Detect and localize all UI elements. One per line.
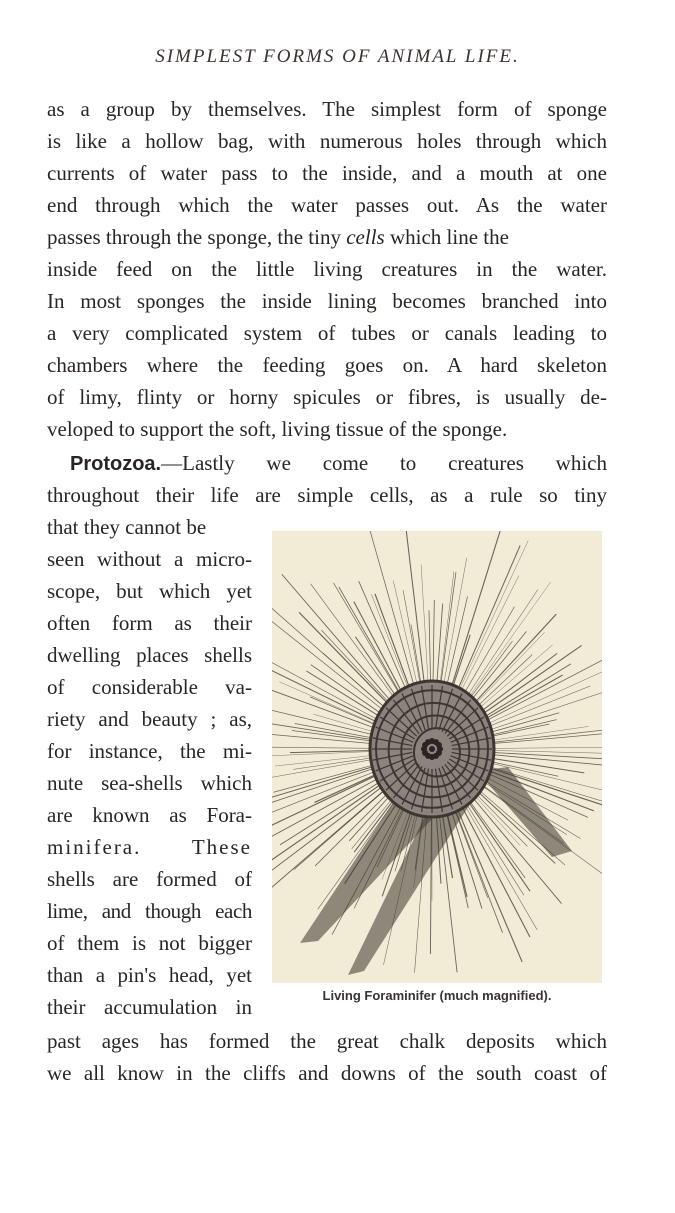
text-run: which line the: [384, 225, 509, 249]
figure-caption: Living Foraminifer (much magnified).: [322, 988, 552, 1003]
text-line: minifera. These: [47, 835, 252, 859]
text-line: we all know in the cliffs and downs of the south coast of: [47, 1061, 607, 1085]
text-line: veloped to support the soft, living tissue of the sponge.: [47, 417, 508, 441]
text-line: throughout their life are simple cells, as a rule so tiny: [47, 483, 607, 507]
foraminifer-drawing: [272, 531, 602, 983]
text-line: In most sponges the inside lining becomes branched into: [47, 289, 607, 313]
text-line: past ages has formed the great chalk deposits which: [47, 1029, 607, 1053]
text-run: —Lastly we come to creatures which: [161, 451, 607, 475]
running-head: SIMPLEST FORMS OF ANIMAL LIFE.: [155, 46, 520, 67]
text-line: that they cannot be: [47, 515, 207, 539]
text-line: are known as Fora-: [47, 803, 252, 827]
text-line: dwelling places shells: [47, 643, 252, 667]
text-line: seen without a micro-: [47, 547, 252, 571]
text-line: [47, 221, 607, 253]
text-line: nute sea-shells which: [47, 771, 252, 795]
text-line: of limy, flinty or horny spicules or fibres, is usually de-: [47, 385, 607, 409]
text-line: of them is not bigger: [47, 931, 252, 955]
text-line: for instance, the mi-: [47, 739, 252, 763]
text-line: scope, but which yet: [47, 579, 252, 603]
text-line: inside feed on the little living creatures in the water.: [47, 257, 607, 281]
text-line: often form as their: [47, 611, 252, 635]
text-line: than a pin's head, yet: [47, 963, 252, 987]
text-line: end through which the water passes out. As the water: [47, 193, 607, 217]
text-line: as a group by themselves. The simplest form of sponge: [47, 97, 607, 121]
shell-center-granule: [436, 742, 442, 748]
foraminifer-illustration: [272, 531, 602, 983]
text-line: chambers where the feeding goes on. A hard skeleton: [47, 353, 607, 377]
text-line: currents of water pass to the inside, and a mouth at one: [47, 161, 607, 185]
text-line: shells are formed of: [47, 867, 252, 891]
text-line: their accumulation in: [47, 995, 252, 1019]
text-run: passes through the sponge, the tiny: [47, 225, 347, 249]
italic-word-cells: cells: [346, 225, 385, 249]
shell-center-granule: [429, 746, 435, 752]
text-line: lime, and though each: [47, 899, 252, 923]
section-heading-protozoa: Protozoa.: [70, 453, 162, 475]
foraminifer-shell: [370, 681, 494, 817]
text-line: riety and beauty ; as,: [47, 707, 252, 731]
text-line: is like a hollow bag, with numerous holes through which: [47, 129, 607, 153]
text-line: [70, 447, 607, 479]
text-line: of considerable va-: [47, 675, 252, 699]
text-line: a very complicated system of tubes or canals leading to: [47, 321, 607, 345]
